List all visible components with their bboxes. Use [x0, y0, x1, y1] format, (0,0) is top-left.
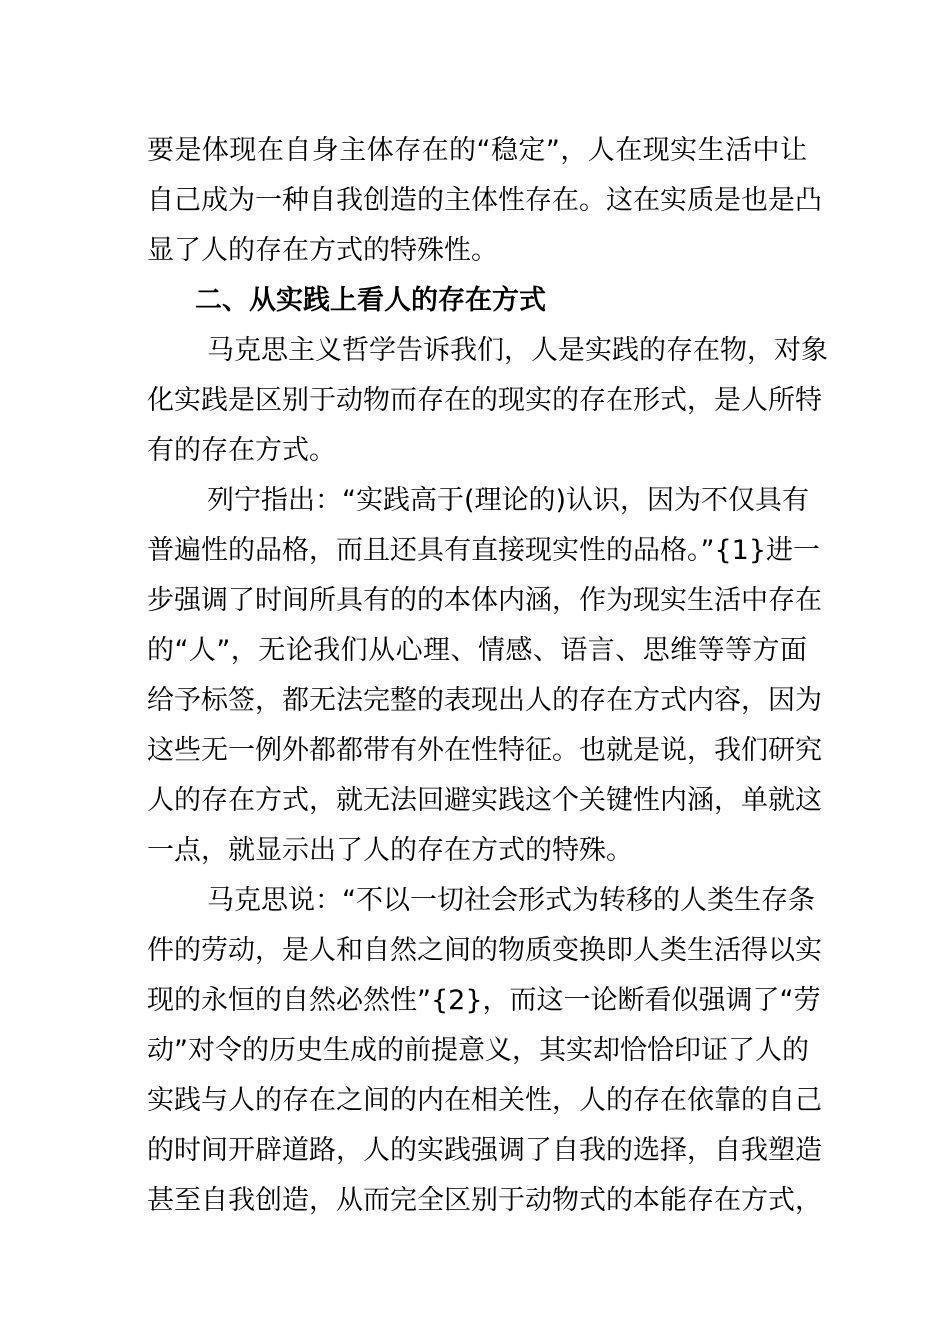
- paragraph-4-line-3: 现的永恒的自然必然性”{2}，而这一论断看似强调了“劳: [147, 985, 821, 1016]
- paragraph-4-line-1: 马克思说：“不以一切社会形式为转移的人类生存条: [207, 885, 815, 916]
- paragraph-1-line-3: 显了人的存在方式的特殊性。: [147, 235, 498, 266]
- paragraph-3-line-5: 给予标签，都无法完整的表现出人的存在方式内容，因为: [147, 685, 822, 716]
- section-heading: 二、从实践上看人的存在方式: [195, 285, 546, 316]
- paragraph-4-line-5: 实践与人的存在之间的内在相关性，人的存在依靠的自己: [147, 1085, 822, 1116]
- paragraph-4-line-2: 件的劳动，是人和自然之间的物质变换即人类生活得以实: [147, 935, 822, 966]
- paragraph-2-line-1: 马克思主义哲学告诉我们，人是实践的存在物，对象: [207, 335, 828, 366]
- paragraph-1-line-1: 要是体现在自身主体存在的“稳定”，人在现实生活中让: [147, 135, 807, 166]
- paragraph-3-line-8: 一点，就显示出了人的存在方式的特殊。: [147, 835, 633, 866]
- paragraph-4-line-6: 的时间开辟道路，人的实践强调了自我的选择，自我塑造: [147, 1135, 822, 1166]
- paragraph-3-line-4: 的“人”，无论我们从心理、情感、语言、思维等等方面: [147, 635, 807, 666]
- paragraph-3-line-3: 步强调了时间所具有的的本体内涵，作为现实生活中存在: [147, 585, 822, 616]
- paragraph-3-line-1: 列宁指出：“实践高于(理论的)认识，因为不仅具有: [207, 485, 810, 516]
- paragraph-2-line-2: 化实践是区别于动物而存在的现实的存在形式，是人所特: [147, 385, 822, 416]
- paragraph-4-line-7: 甚至自我创造，从而完全区别于动物式的本能存在方式，: [147, 1185, 822, 1216]
- paragraph-3-line-6: 这些无一例外都都带有外在性特征。也就是说，我们研究: [147, 735, 822, 766]
- paragraph-2-line-3: 有的存在方式。: [147, 435, 336, 466]
- paragraph-3-line-7: 人的存在方式，就无法回避实践这个关键性内涵，单就这: [147, 785, 822, 816]
- paragraph-4-line-4: 动”对令的历史生成的前提意义，其实却恰恰印证了人的: [147, 1035, 809, 1066]
- paragraph-3-line-2: 普遍性的品格，而且还具有直接现实性的品格。”{1}进一: [147, 535, 821, 566]
- paragraph-1-line-2: 自己成为一种自我创造的主体性存在。这在实质是也是凸: [147, 185, 822, 216]
